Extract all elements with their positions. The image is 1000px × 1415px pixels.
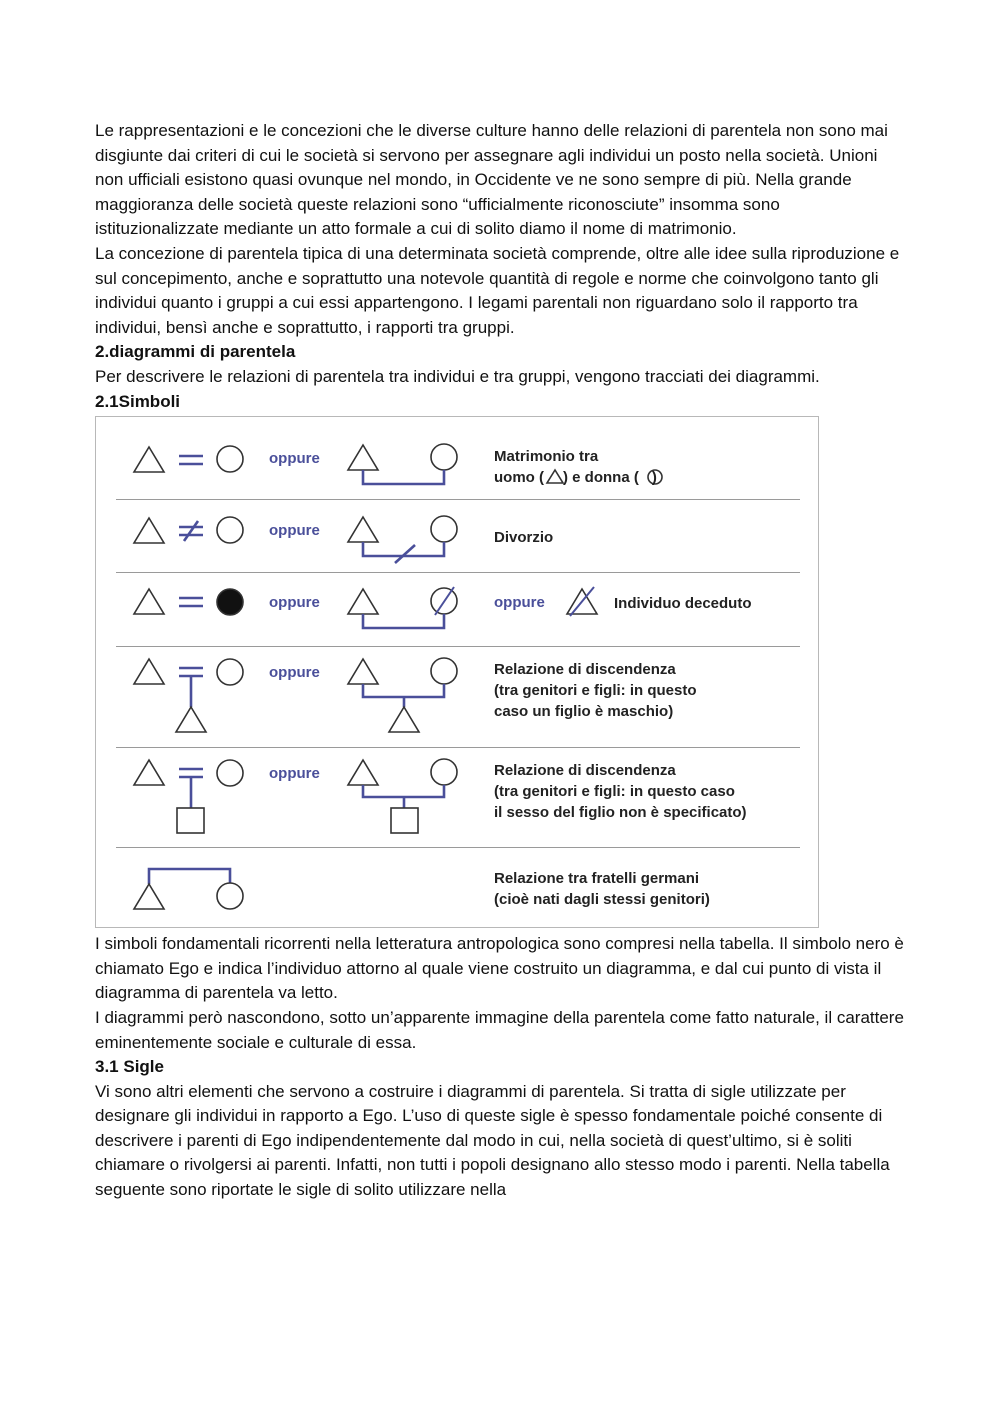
description-line: (cioè nati dagli stessi genitori) xyxy=(494,891,710,909)
description-line: il sesso del figlio non è specificato) xyxy=(494,804,747,822)
row-siblings-description xyxy=(494,868,710,910)
row-divider xyxy=(116,499,800,500)
oppure-label: oppure xyxy=(269,450,320,468)
description-line: uomo ( ) e donna ( ) xyxy=(494,469,657,487)
section-3-1-text: Vi sono altri elementi che servono a costruire i diagrammi di parentela. Si tratta di sigle utilizzate per designare gli individui in rapporto a Ego. L’uso di queste sigle è spesso fondamentale poiché consente di descrivere i parenti di Ego indipendentemente dal modo in cui, nella società di quest’ultimo, si è soliti chiamare o rivolgersi ai parenti. Infatti, non tutti i popoli designano allo stesso modo i parenti. Nella tabella seguente sono riportate le sigle di solito utilizzare nella xyxy=(95,1081,890,1200)
child-triangle-icon xyxy=(176,707,206,732)
description-line: Relazione tra fratelli germani xyxy=(494,870,700,888)
row-divider xyxy=(116,646,800,647)
male-triangle-icon xyxy=(348,760,378,785)
description-line: caso un figlio è maschio) xyxy=(494,703,674,721)
male-triangle-icon xyxy=(348,589,378,614)
section-2-heading: 2.diagrammi di parentela xyxy=(95,342,296,362)
male-triangle-icon xyxy=(134,589,164,614)
female-circle-icon xyxy=(431,658,457,684)
row-divider xyxy=(116,572,800,573)
row-descent-unspecified-description xyxy=(494,760,747,823)
row-divorce-description: Divorzio xyxy=(494,529,554,547)
female-circle-icon xyxy=(431,759,457,785)
child-triangle-icon xyxy=(389,707,419,732)
row-divider xyxy=(116,847,800,848)
male-triangle-icon xyxy=(134,447,164,472)
section-2-text: Per descrivere le relazioni di parentela tra individui e tra gruppi, vengono tracciati dei diagrammi. xyxy=(95,366,820,386)
after-figure-paragraph-1: I simboli fondamentali ricorrenti nella letteratura antropologica sono compresi nella tabella. Il simbolo nero è chiamato Ego e indica l’individuo attorno al quale viene costruito un diagramma, e dal cui punto di vista il diagramma di parentela va letto. xyxy=(95,934,904,1003)
female-circle-icon xyxy=(217,517,243,543)
ego-black-circle-icon xyxy=(217,589,243,615)
male-triangle-icon xyxy=(348,517,378,542)
row-marriage-description xyxy=(494,446,657,488)
after-figure-paragraph-2: I diagrammi però nascondono, sotto un’apparente immagine della parentela come fatto naturale, il carattere eminentemente sociale e culturale di essa. xyxy=(95,1007,904,1052)
female-circle-icon xyxy=(217,446,243,472)
description-line: Matrimonio tra xyxy=(494,448,599,466)
male-triangle-icon xyxy=(134,884,164,909)
section-3-1-heading: 3.1 Sigle xyxy=(95,1057,164,1077)
female-circle-icon xyxy=(431,444,457,470)
male-triangle-icon xyxy=(348,659,378,684)
description-line: (tra genitori e figli: in questo caso xyxy=(494,783,735,801)
oppure-label: oppure xyxy=(494,594,545,612)
female-circle-icon xyxy=(217,659,243,685)
document-page xyxy=(95,119,907,1203)
kinship-symbols-figure xyxy=(95,416,819,928)
child-square-icon xyxy=(391,808,418,833)
male-triangle-icon xyxy=(134,760,164,785)
male-triangle-icon xyxy=(348,445,378,470)
male-triangle-icon xyxy=(134,518,164,543)
child-square-icon xyxy=(177,808,204,833)
row-divider xyxy=(116,747,800,748)
female-circle-icon xyxy=(217,760,243,786)
female-circle-icon xyxy=(217,883,243,909)
description-line: Relazione di discendenza xyxy=(494,661,676,679)
kinship-symbols-drawing xyxy=(96,417,818,927)
intro-paragraph-1: Le rappresentazioni e le concezioni che le diverse culture hanno delle relazioni di parentela non sono mai disgiunte dai criteri di cui le società si servono per assegnare agli individui un posto nella società. Unioni non ufficiali esistono quasi ovunque nel mondo, in Occidente ve ne sono sempre di più. Nella grande maggioranza delle società queste relazioni sono “ufficialmente riconosciute” insomma sono istituzionalizzate mediante un atto formale a cui di solito diamo il nome di matrimonio. xyxy=(95,121,888,239)
description-line: (tra genitori e figli: in questo xyxy=(494,682,697,700)
oppure-label: oppure xyxy=(269,765,320,783)
female-circle-icon xyxy=(431,516,457,542)
section-2-1-heading: 2.1Simboli xyxy=(95,391,181,411)
row-siblings-symbols xyxy=(134,869,243,909)
oppure-label: oppure xyxy=(269,522,320,540)
male-triangle-icon xyxy=(134,659,164,684)
row-deceased-description: Individuo deceduto xyxy=(614,595,752,613)
oppure-label: oppure xyxy=(269,664,320,682)
description-line: Relazione di discendenza xyxy=(494,762,676,780)
row-descent-male-description xyxy=(494,659,697,722)
oppure-label: oppure xyxy=(269,594,320,612)
intro-paragraph-2: La concezione di parentela tipica di una determinata società comprende, oltre alle idee sulla riproduzione e sul concepimento, anche e soprattutto una notevole quantità di regole e norme che coinvolgono tanto gli individui quanto i gruppi a cui essi appartengono. I legami parentali non riguardano solo il rapporto tra individui, bensì anche e soprattutto, i rapporti tra gruppi. xyxy=(95,243,900,337)
